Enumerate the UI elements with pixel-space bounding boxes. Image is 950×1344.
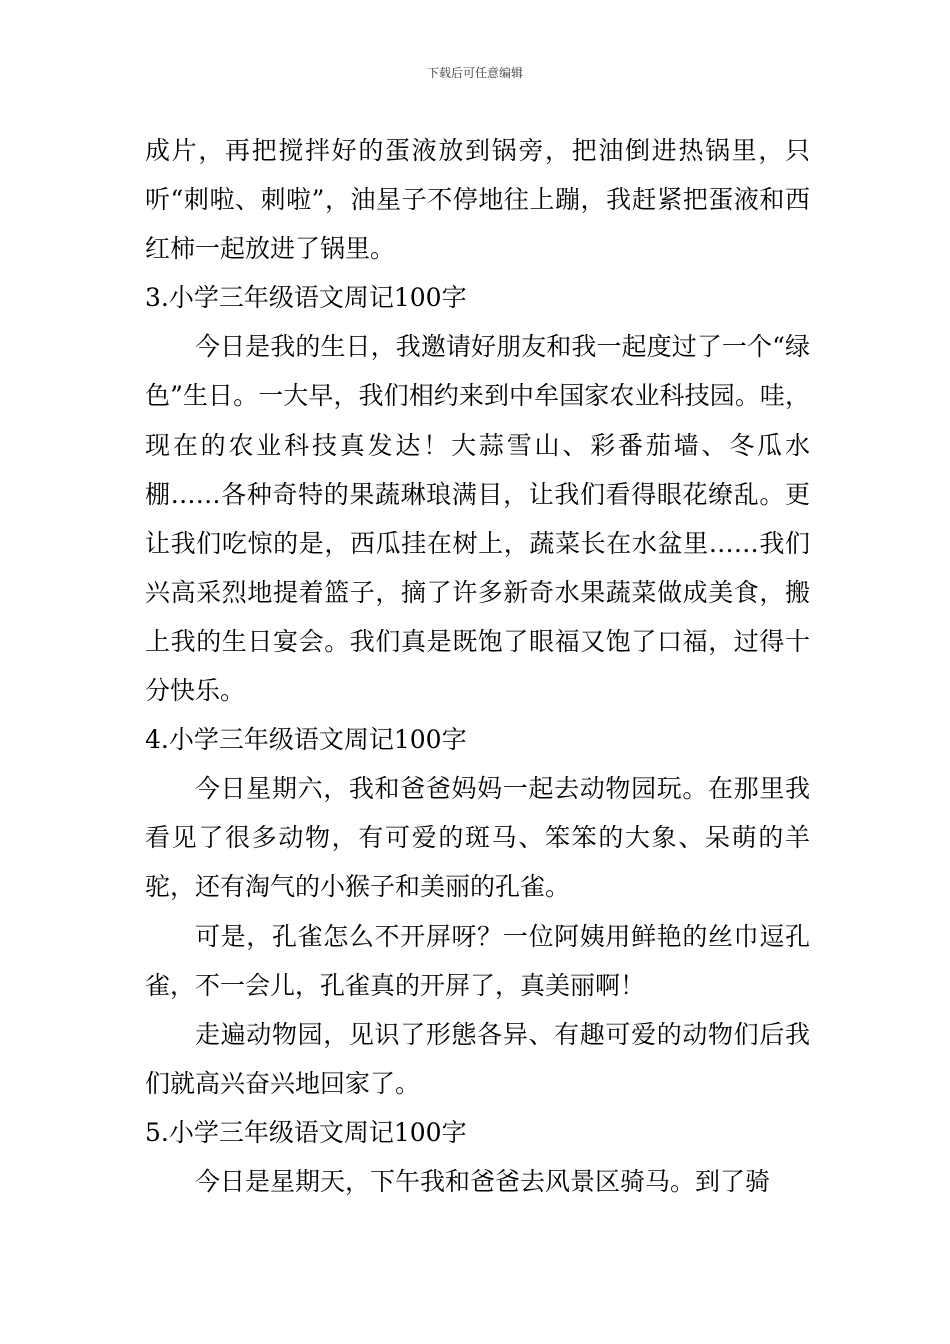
- section-heading-4: 4.小学三年级语文周记100字: [145, 725, 467, 755]
- document-body: [145, 126, 810, 1206]
- paragraph-birthday: 今日是我的生日，我邀请好朋友和我一起度过了一个“绿色”生日。一大早，我们相约来到中牟国家农业科技园。哇，现在的农业科技真发达！大蒜雪山、彩番茄墙、冬瓜水棚……各种奇特的果蔬琳琅满目，让我们看得眼花缭乱。更让我们吃惊的是，西瓜挂在树上，蔬菜长在水盆里……我们兴高采烈地提着篮子，摘了许多新奇水果蔬菜做成美食，搬上我的生日宴会。我们真是既饱了眼福又饱了口福，过得十分快乐。: [145, 332, 810, 706]
- paragraph-zoo-1: 今日星期六，我和爸爸妈妈一起去动物园玩。在那里我看见了很多动物，有可爱的斑马、笨笨的大象、呆萌的羊驼，还有淘气的小猴子和美丽的孔雀。: [145, 774, 810, 902]
- section-heading-3: 3.小学三年级语文周记100字: [145, 283, 467, 313]
- page-header: 下载后可任意编辑: [426, 66, 523, 80]
- paragraph-zoo-3: 走遍动物园，见识了形態各异、有趣可爱的动物们后我们就高兴奋兴地回家了。: [145, 1019, 810, 1098]
- paragraph-zoo-2: 可是，孔雀怎么不开屏呀？一位阿姨用鲜艳的丝巾逗孔雀，不一会儿，孔雀真的开屏了，真美丽啊！: [145, 921, 810, 1000]
- section-heading-5: 5.小学三年级语文周记100字: [145, 1117, 467, 1147]
- paragraph-continued: 成片，再把搅拌好的蛋液放到锅旁，把油倒进热锅里，只听“刺啦、刺啦”，油星子不停地往上蹦，我赶紧把蛋液和西红柿一起放进了锅里。: [145, 136, 810, 264]
- paragraph-horse-riding: 今日是星期天，下午我和爸爸去风景区骑马。到了骑: [195, 1166, 771, 1196]
